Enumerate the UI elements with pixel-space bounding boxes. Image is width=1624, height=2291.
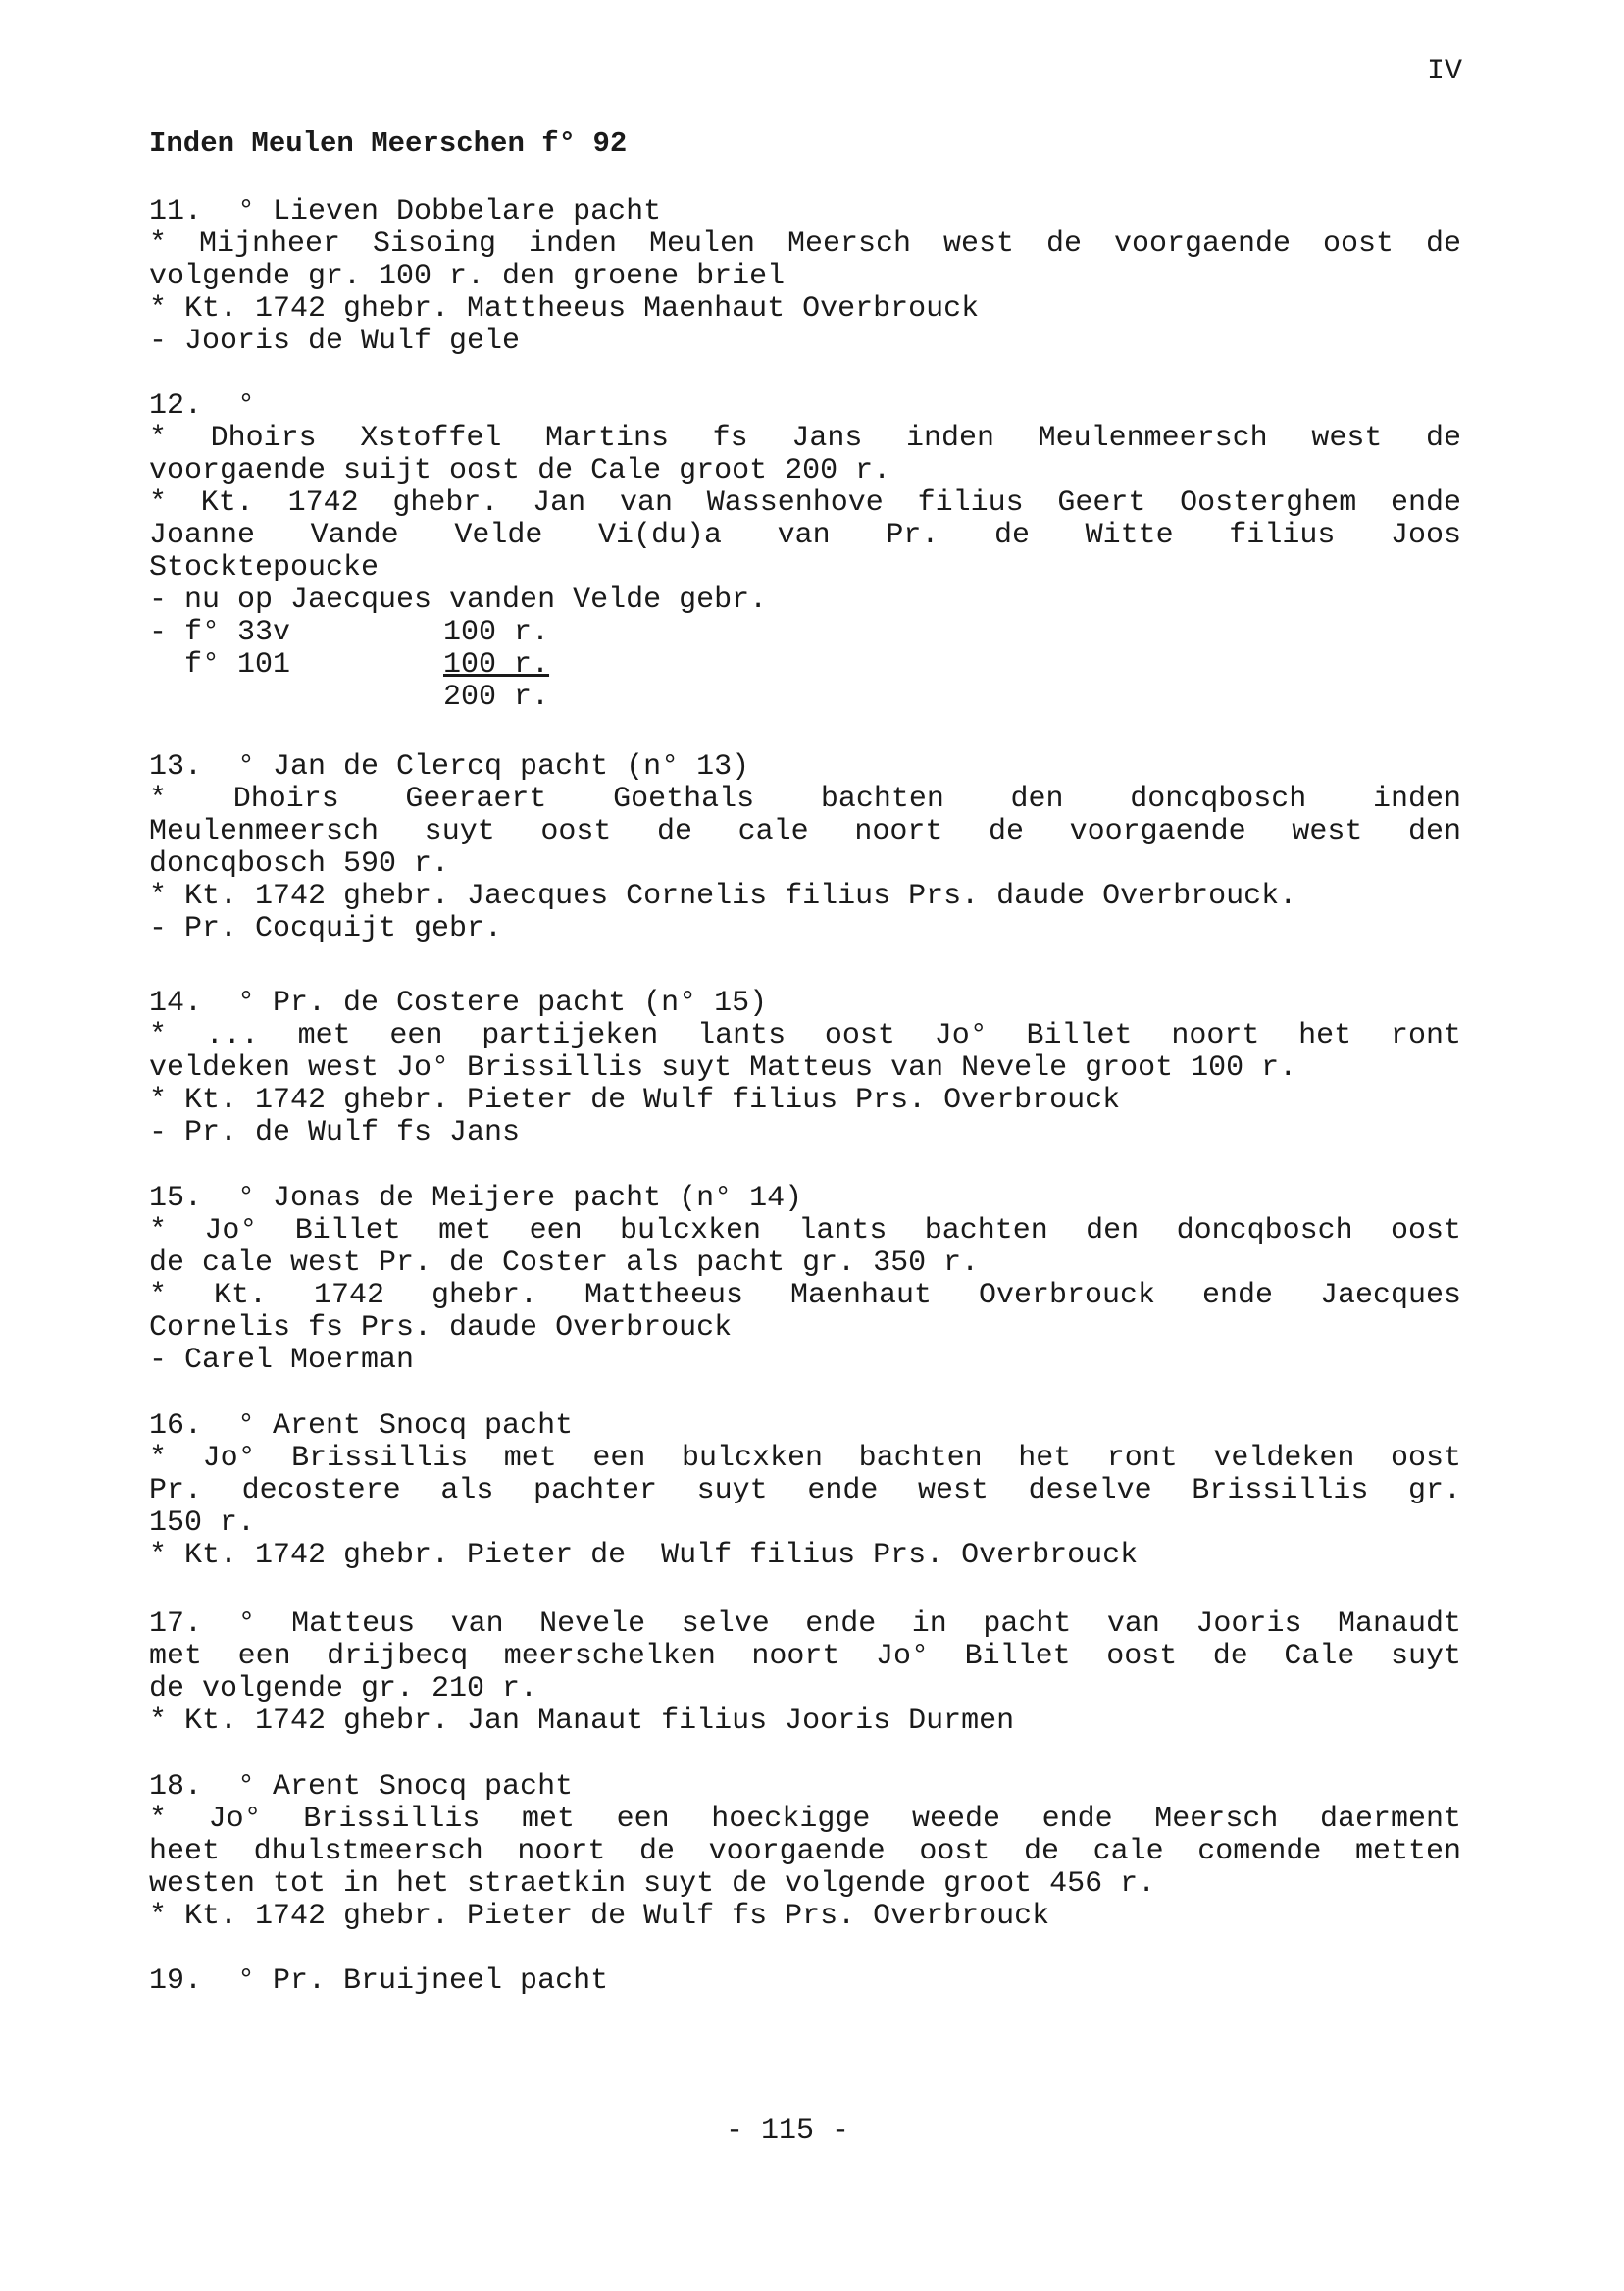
- entry-line: * Jo° Brissillis met een bulcxken bachten het ront veldeken oost: [149, 1442, 1461, 1475]
- entry-15: [149, 1183, 1461, 1377]
- calc-row: [149, 649, 1461, 682]
- entry-line: * Dhoirs Xstoffel Martins fs Jans inden Meulenmeersch west de: [149, 422, 1461, 455]
- entry-line: * Kt. 1742 ghebr. Pieter de Wulf fs Prs. Overbrouck: [149, 1900, 1050, 1933]
- entry-line: veldeken west Jo° Brissillis suyt Matteus van Nevele groot 100 r.: [149, 1051, 1297, 1085]
- entry-19: [149, 1965, 1461, 1998]
- entry-heading: 11. ° Lieven Dobbelare pacht: [149, 195, 662, 229]
- entry-line: * Kt. 1742 ghebr. Jan van Wassenhove filius Geert Oosterghem ende: [149, 486, 1461, 520]
- calc-total: 200 r.: [443, 681, 550, 714]
- entry-heading: 13. ° Jan de Clercq pacht (n° 13): [149, 750, 750, 784]
- entry-17: [149, 1608, 1461, 1738]
- entry-18: [149, 1771, 1461, 1933]
- entry-heading: 12. °: [149, 389, 256, 423]
- entry-line: de cale west Pr. de Coster als pacht gr. 350 r.: [149, 1247, 980, 1280]
- entry-line: Stocktepoucke: [149, 551, 380, 585]
- entry-line: * Kt. 1742 ghebr. Mattheeus Maenhaut Overbrouck ende Jaecques: [149, 1279, 1461, 1312]
- entry-line: 150 r.: [149, 1506, 256, 1540]
- entry-11: [149, 196, 1461, 358]
- entry-line: * ... met een partijeken lants oost Jo° Billet noort het ront: [149, 1019, 1461, 1052]
- calc-row: [149, 617, 1461, 649]
- calc-row: [149, 682, 1461, 714]
- entry-14: [149, 988, 1461, 1149]
- entry-line: * Kt. 1742 ghebr. Mattheeus Maenhaut Overbrouck: [149, 292, 980, 326]
- calc-amount: 100 r.: [443, 648, 550, 682]
- entry-line: * Kt. 1742 ghebr. Jaecques Cornelis filius Prs. daude Overbrouck.: [149, 880, 1297, 913]
- entry-line: - nu op Jaecques vanden Velde gebr.: [149, 584, 768, 617]
- entry-line: * Jo° Billet met een bulcxken lants bachten den doncqbosch oost: [149, 1214, 1461, 1247]
- roman-page-number: IV: [1427, 55, 1463, 88]
- entry-heading: 18. ° Arent Snocq pacht: [149, 1770, 574, 1804]
- entry-line: - Pr. Cocquijt gebr.: [149, 912, 503, 945]
- entry-line: * Kt. 1742 ghebr. Pieter de Wulf filius Prs. Overbrouck: [149, 1539, 1139, 1572]
- entry-line: heet dhulstmeersch noort de voorgaende oost de cale comende metten: [149, 1835, 1461, 1868]
- entry-13: [149, 751, 1461, 945]
- entry-line: doncqbosch 590 r.: [149, 847, 450, 881]
- entry-heading: 16. ° Arent Snocq pacht: [149, 1409, 574, 1443]
- entry-heading: 15. ° Jonas de Meijere pacht (n° 14): [149, 1182, 803, 1215]
- entry-line: * Dhoirs Geeraert Goethals bachten den doncqbosch inden: [149, 783, 1461, 816]
- entry-line: westen tot in het straetkin suyt de volgende groot 456 r.: [149, 1867, 1156, 1901]
- entry-line: - Carel Moerman: [149, 1344, 415, 1377]
- entry-heading: 19. ° Pr. Bruijneel pacht: [149, 1964, 609, 1998]
- entry-line: - Pr. de Wulf fs Jans: [149, 1116, 521, 1149]
- folio-ref: - f° 33v: [149, 616, 291, 649]
- entry-line: voorgaende suijt oost de Cale groot 200 r.: [149, 454, 891, 487]
- entry-12: [149, 390, 1461, 714]
- entry-line: * Kt. 1742 ghebr. Jan Manaut filius Jooris Durmen: [149, 1705, 1015, 1738]
- calc-amount: 100 r.: [443, 616, 550, 649]
- entry-line: * Jo° Brissillis met een hoeckigge weede ende Meersch daerment: [149, 1803, 1461, 1836]
- page-number: - 115 -: [726, 2114, 850, 2148]
- entry-heading: 17. ° Matteus van Nevele selve ende in pacht van Jooris Manaudt: [149, 1607, 1461, 1641]
- entry-heading: 14. ° Pr. de Costere pacht (n° 15): [149, 987, 768, 1020]
- page-title: Inden Meulen Meerschen f° 92: [149, 127, 628, 160]
- entry-line: Meulenmeersch suyt oost de cale noort de voorgaende west den: [149, 815, 1461, 848]
- entry-16: [149, 1410, 1461, 1572]
- entry-line: de volgende gr. 210 r.: [149, 1672, 538, 1706]
- entry-line: - Jooris de Wulf gele: [149, 325, 521, 358]
- entry-line: Pr. decostere als pachter suyt ende west deselve Brissillis gr.: [149, 1474, 1461, 1507]
- entry-line: * Kt. 1742 ghebr. Pieter de Wulf filius Prs. Overbrouck: [149, 1084, 1121, 1117]
- entry-line: volgende gr. 100 r. den groene briel: [149, 260, 786, 293]
- entry-line: met een drijbecq meerschelken noort Jo° Billet oost de Cale suyt: [149, 1640, 1461, 1673]
- folio-ref: f° 101: [149, 648, 291, 682]
- entry-line: Cornelis fs Prs. daude Overbrouck: [149, 1311, 733, 1345]
- entry-line: * Mijnheer Sisoing inden Meulen Meersch west de voorgaende oost de: [149, 228, 1461, 261]
- entry-line: Joanne Vande Velde Vi(du)a van Pr. de Witte filius Joos: [149, 519, 1461, 552]
